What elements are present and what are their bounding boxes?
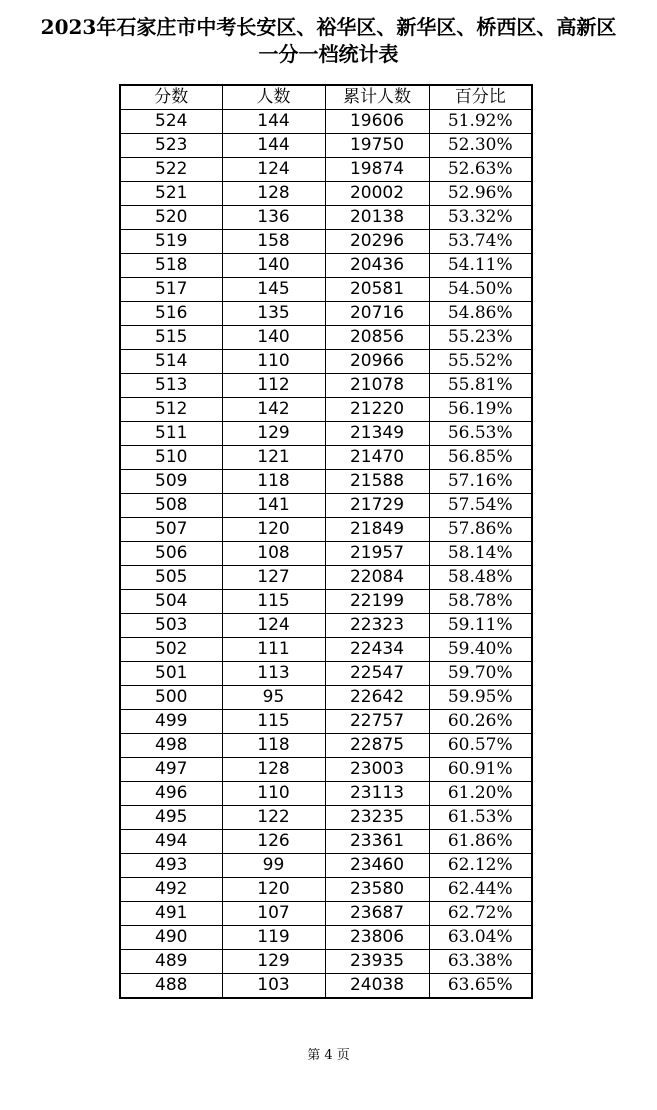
header-count: 人数 [222,85,325,110]
table-row [120,422,532,446]
cell-score: 518 [120,254,222,278]
table-row [120,278,532,302]
table-row [120,710,532,734]
cell-cumulative: 20856 [325,326,429,350]
cell-count: 140 [222,254,325,278]
cell-count: 124 [222,158,325,182]
cell-score: 509 [120,470,222,494]
cell-count: 141 [222,494,325,518]
cell-count: 95 [222,686,325,710]
cell-cumulative: 20002 [325,182,429,206]
cell-cumulative: 22084 [325,566,429,590]
cell-score: 520 [120,206,222,230]
cell-count: 122 [222,806,325,830]
cell-score: 493 [120,854,222,878]
table-row [120,542,532,566]
cell-cumulative: 20581 [325,278,429,302]
cell-percent: 62.44% [429,878,532,902]
cell-cumulative: 21349 [325,422,429,446]
cell-count: 99 [222,854,325,878]
cell-count: 118 [222,470,325,494]
cell-score: 498 [120,734,222,758]
cell-score: 524 [120,110,222,134]
cell-count: 115 [222,710,325,734]
cell-cumulative: 22875 [325,734,429,758]
table-row [120,254,532,278]
cell-count: 145 [222,278,325,302]
cell-cumulative: 22323 [325,614,429,638]
cell-score: 508 [120,494,222,518]
cell-percent: 53.32% [429,206,532,230]
cell-percent: 56.85% [429,446,532,470]
cell-score: 521 [120,182,222,206]
cell-cumulative: 22757 [325,710,429,734]
cell-cumulative: 23935 [325,950,429,974]
cell-percent: 55.81% [429,374,532,398]
cell-percent: 57.54% [429,494,532,518]
cell-score: 500 [120,686,222,710]
table-row [120,734,532,758]
cell-score: 497 [120,758,222,782]
cell-percent: 62.72% [429,902,532,926]
cell-count: 124 [222,614,325,638]
table-row [120,638,532,662]
cell-count: 103 [222,974,325,999]
cell-count: 110 [222,350,325,374]
cell-percent: 63.65% [429,974,532,999]
header-cumulative: 累计人数 [325,85,429,110]
table-row [120,158,532,182]
page-subtitle: 一分一档统计表 [258,42,399,66]
cell-cumulative: 23235 [325,806,429,830]
header-score: 分数 [120,85,222,110]
cell-count: 142 [222,398,325,422]
table-row [120,494,532,518]
cell-score: 496 [120,782,222,806]
cell-cumulative: 23003 [325,758,429,782]
table-row [120,518,532,542]
cell-cumulative: 23580 [325,878,429,902]
cell-percent: 52.30% [429,134,532,158]
cell-cumulative: 24038 [325,974,429,999]
cell-cumulative: 23113 [325,782,429,806]
cell-count: 111 [222,638,325,662]
cell-cumulative: 21729 [325,494,429,518]
cell-count: 128 [222,758,325,782]
cell-count: 128 [222,182,325,206]
table-row [120,926,532,950]
cell-percent: 54.50% [429,278,532,302]
cell-score: 517 [120,278,222,302]
cell-cumulative: 22547 [325,662,429,686]
cell-count: 144 [222,110,325,134]
cell-cumulative: 20966 [325,350,429,374]
cell-percent: 52.96% [429,182,532,206]
cell-score: 489 [120,950,222,974]
table-row [120,398,532,422]
cell-count: 129 [222,422,325,446]
cell-cumulative: 23806 [325,926,429,950]
table-row [120,974,532,999]
table-row [120,806,532,830]
cell-percent: 59.70% [429,662,532,686]
cell-count: 158 [222,230,325,254]
cell-cumulative: 20138 [325,206,429,230]
cell-cumulative: 22642 [325,686,429,710]
table-row [120,902,532,926]
cell-cumulative: 20716 [325,302,429,326]
cell-percent: 60.26% [429,710,532,734]
cell-score: 522 [120,158,222,182]
score-table [119,84,533,999]
cell-percent: 53.74% [429,230,532,254]
cell-count: 126 [222,830,325,854]
cell-cumulative: 20436 [325,254,429,278]
cell-percent: 62.12% [429,854,532,878]
cell-score: 495 [120,806,222,830]
cell-cumulative: 19874 [325,158,429,182]
cell-cumulative: 21470 [325,446,429,470]
cell-cumulative: 21220 [325,398,429,422]
cell-cumulative: 20296 [325,230,429,254]
cell-cumulative: 22199 [325,590,429,614]
cell-score: 492 [120,878,222,902]
table-row [120,470,532,494]
cell-score: 512 [120,398,222,422]
table-row [120,614,532,638]
page-number: 第 4 页 [307,1048,350,1063]
cell-score: 511 [120,422,222,446]
cell-score: 507 [120,518,222,542]
table-row [120,230,532,254]
table-row [120,830,532,854]
table-row [120,950,532,974]
header-percent: 百分比 [429,85,532,110]
cell-percent: 58.78% [429,590,532,614]
cell-cumulative: 21078 [325,374,429,398]
cell-count: 135 [222,302,325,326]
cell-percent: 59.40% [429,638,532,662]
cell-count: 108 [222,542,325,566]
cell-percent: 55.23% [429,326,532,350]
cell-score: 501 [120,662,222,686]
cell-count: 120 [222,518,325,542]
cell-count: 136 [222,206,325,230]
cell-count: 107 [222,902,325,926]
table-row [120,854,532,878]
table-row [120,302,532,326]
cell-percent: 61.86% [429,830,532,854]
cell-count: 115 [222,590,325,614]
cell-count: 120 [222,878,325,902]
cell-cumulative: 22434 [325,638,429,662]
cell-count: 144 [222,134,325,158]
cell-count: 118 [222,734,325,758]
table-row [120,110,532,134]
table-row [120,686,532,710]
cell-score: 490 [120,926,222,950]
cell-score: 506 [120,542,222,566]
cell-percent: 57.86% [429,518,532,542]
cell-percent: 60.91% [429,758,532,782]
cell-cumulative: 21849 [325,518,429,542]
table-row [120,206,532,230]
cell-cumulative: 23687 [325,902,429,926]
table-row [120,566,532,590]
cell-count: 110 [222,782,325,806]
table-row [120,374,532,398]
cell-percent: 57.16% [429,470,532,494]
cell-percent: 54.11% [429,254,532,278]
cell-score: 505 [120,566,222,590]
cell-score: 519 [120,230,222,254]
cell-percent: 63.38% [429,950,532,974]
cell-score: 503 [120,614,222,638]
table-row [120,326,532,350]
cell-cumulative: 23361 [325,830,429,854]
table-row [120,182,532,206]
cell-count: 140 [222,326,325,350]
cell-percent: 56.53% [429,422,532,446]
cell-count: 127 [222,566,325,590]
cell-percent: 58.14% [429,542,532,566]
table-row [120,758,532,782]
cell-cumulative: 19750 [325,134,429,158]
cell-score: 513 [120,374,222,398]
cell-percent: 59.95% [429,686,532,710]
table-row [120,590,532,614]
cell-score: 502 [120,638,222,662]
cell-score: 488 [120,974,222,999]
cell-score: 510 [120,446,222,470]
table-row [120,350,532,374]
cell-percent: 63.04% [429,926,532,950]
cell-percent: 58.48% [429,566,532,590]
cell-percent: 56.19% [429,398,532,422]
cell-count: 119 [222,926,325,950]
cell-percent: 51.92% [429,110,532,134]
table-row [120,782,532,806]
table-header-row [120,85,532,110]
cell-score: 499 [120,710,222,734]
cell-score: 514 [120,350,222,374]
cell-cumulative: 21957 [325,542,429,566]
cell-score: 523 [120,134,222,158]
cell-score: 491 [120,902,222,926]
cell-count: 113 [222,662,325,686]
cell-count: 129 [222,950,325,974]
table-row [120,878,532,902]
cell-count: 121 [222,446,325,470]
cell-cumulative: 19606 [325,110,429,134]
cell-percent: 54.86% [429,302,532,326]
cell-count: 112 [222,374,325,398]
cell-score: 516 [120,302,222,326]
cell-score: 504 [120,590,222,614]
cell-score: 494 [120,830,222,854]
cell-percent: 55.52% [429,350,532,374]
cell-percent: 61.20% [429,782,532,806]
page-title: 2023年石家庄市中考长安区、裕华区、新华区、桥西区、高新区 [40,15,617,39]
cell-cumulative: 23460 [325,854,429,878]
cell-percent: 52.63% [429,158,532,182]
cell-cumulative: 21588 [325,470,429,494]
table-row [120,662,532,686]
cell-percent: 61.53% [429,806,532,830]
table-row [120,446,532,470]
table-row [120,134,532,158]
cell-percent: 60.57% [429,734,532,758]
cell-score: 515 [120,326,222,350]
table-body [120,110,532,999]
cell-percent: 59.11% [429,614,532,638]
